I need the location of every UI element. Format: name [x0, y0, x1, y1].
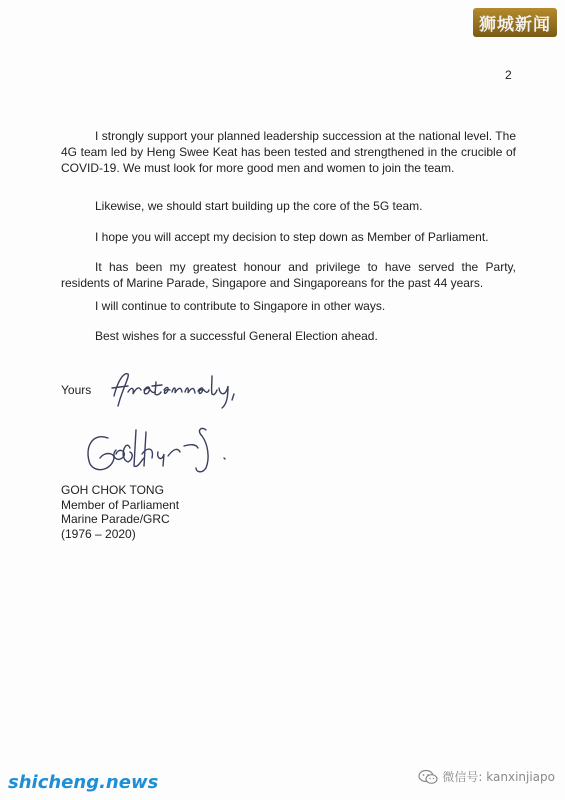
paragraph-best-wishes: Best wishes for a successful General Election ahead. — [95, 329, 378, 343]
signature-block — [61, 483, 179, 541]
letter-body — [61, 128, 516, 176]
paragraph-contribute: I will continue to contribute to Singapore in other ways. — [95, 299, 386, 313]
paragraph-wrapper-honour — [61, 259, 516, 291]
closing-word: Yours — [61, 383, 92, 397]
paragraph-5g-team: Likewise, we should start building up the core of the 5G team. — [95, 199, 423, 213]
site-logo: shicheng.news — [8, 772, 159, 793]
wechat-watermark — [418, 768, 555, 785]
paragraph-wrapper-wishes — [61, 328, 516, 344]
paragraph-wrapper-stepdown — [61, 229, 516, 245]
signatory-title: Member of Parliament — [61, 497, 180, 512]
paragraph-wrapper-contribute — [61, 298, 516, 314]
paragraph-step-down: I hope you will accept my decision to step down as Member of Parliament. — [95, 230, 489, 244]
page-number: 2 — [505, 68, 512, 82]
handwritten-closing — [108, 366, 258, 412]
wechat-icon — [418, 769, 438, 785]
paragraph-succession: I strongly support your planned leadership succession at the national level. The 4G team led by Heng Swee Keat has been tested and strengthened in the crucible of COVID-19. We must look for more good men and women to join the team. — [61, 129, 516, 175]
signatory-constituency: Marine Parade/GRC — [61, 512, 170, 526]
paragraph-wrapper-5g — [61, 198, 516, 214]
wechat-id: 微信号: kanxinjiapo — [442, 770, 555, 784]
signatory-name: GOH CHOK TONG — [61, 483, 164, 497]
signatory-term: (1976 – 2020) — [61, 526, 136, 541]
paragraph-honour: It has been my greatest honour and privilege to have served the Party, residents of Marine Parade, Singapore and Singaporeans for the past 44 years. — [61, 260, 516, 290]
brand-badge: 狮城新闻 — [473, 8, 557, 37]
handwritten-signature — [78, 418, 238, 484]
